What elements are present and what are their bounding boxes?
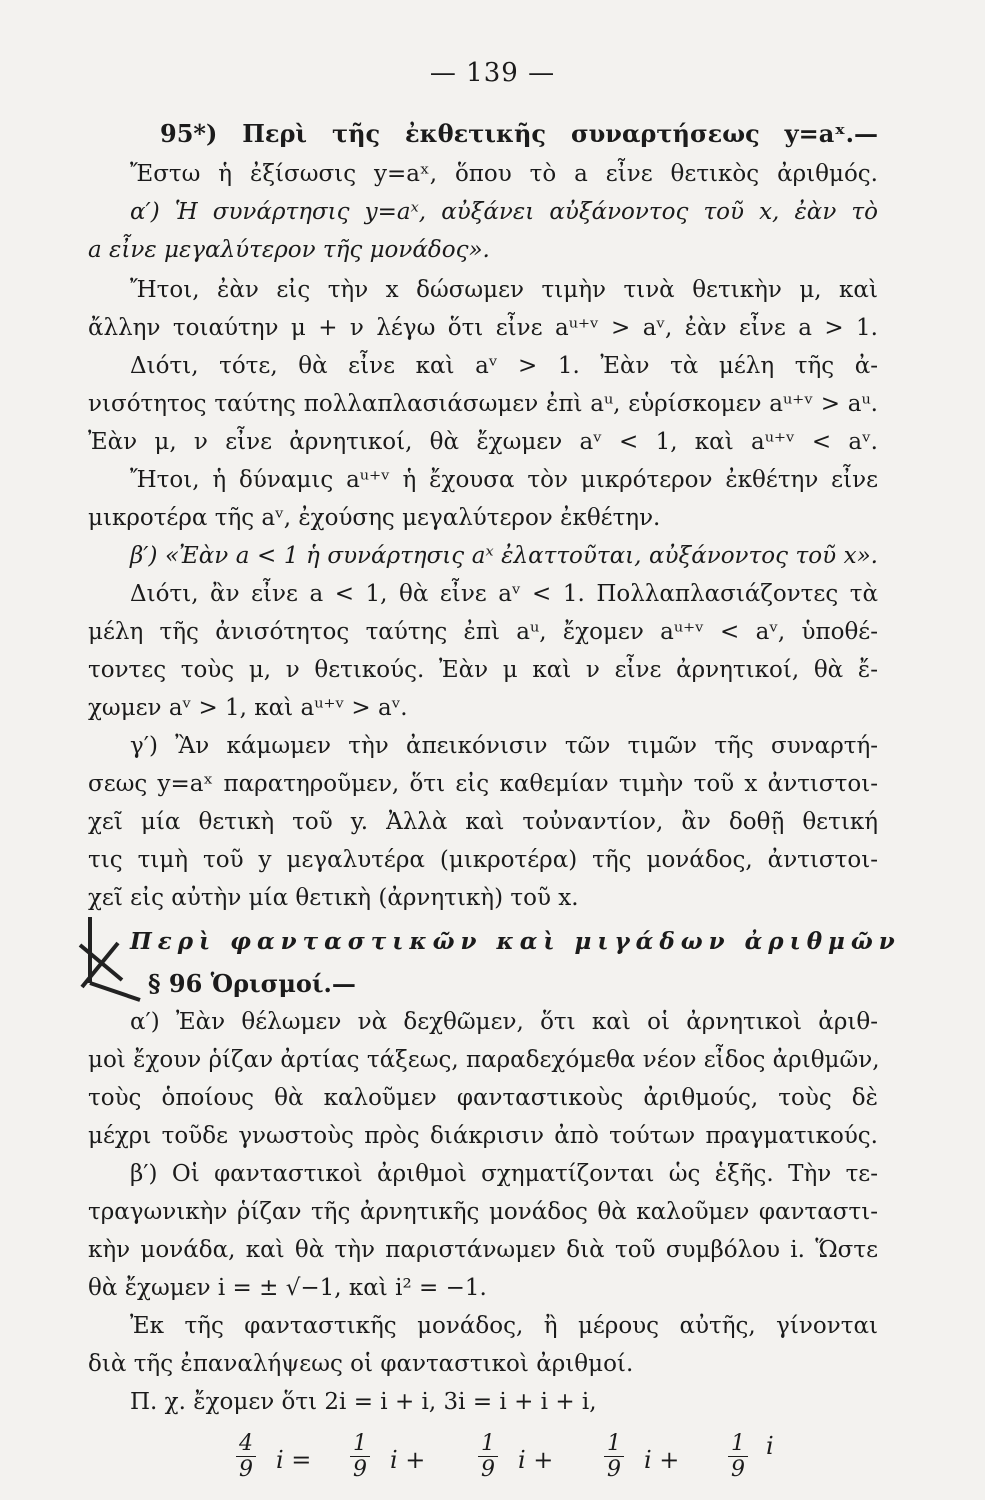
text-line: χεῖ μία θετικὴ τοῦ y. Ἀλλὰ καὶ τοὐναντίον, ἂν δοθῇ θετική	[88, 809, 878, 835]
denominator: 9	[607, 1457, 621, 1482]
section-95-heading: 95*) Περὶ τῆς ἐκθετικῆς συναρτήσεως y=aˣ.—	[160, 119, 878, 148]
text-line: χωμεν aᵛ > 1, καὶ aᵘ⁺ᵛ > aᵛ.	[88, 695, 408, 721]
numerator: 1	[604, 1432, 624, 1457]
text-line: μοὶ ἔχουν ῥίζαν ἀρτίας τάξεως, παραδεχόμεθα νέον εἶδος ἀριθμῶν,	[88, 1047, 880, 1073]
text-line: διὰ τῆς ἐπαναλήψεως οἱ φανταστικοὶ ἀριθμοί.	[88, 1351, 634, 1377]
fraction	[236, 1432, 256, 1483]
fraction	[604, 1432, 624, 1483]
text-line: θὰ ἔχωμεν i = ± √−1, καὶ i² = −1.	[88, 1275, 487, 1301]
text-line: Διότι, τότε, θὰ εἶνε καὶ aᵛ > 1. Ἐὰν τὰ μέλη τῆς ἀ-	[130, 353, 878, 379]
denominator: 9	[731, 1457, 745, 1482]
text-line: β′) Οἱ φανταστικοὶ ἀριθμοὶ σχηματίζονται ὡς ἑξῆς. Τὴν τε-	[130, 1161, 878, 1187]
formula-term: i +	[390, 1446, 426, 1474]
text-line: τραγωνικὴν ῥίζαν τῆς ἀρνητικῆς μονάδος θὰ καλοῦμεν φανταστι-	[88, 1199, 878, 1225]
fraction	[350, 1432, 370, 1483]
text-line: α′) Ἡ συνάρτησις y=aˣ, αὐξάνει αὐξάνοντος τοῦ x, ἐὰν τὸ	[130, 199, 878, 225]
page-number: — 139 —	[429, 58, 556, 88]
denominator: 9	[481, 1457, 495, 1482]
text-line: κὴν μονάδα, καὶ θὰ τὴν παριστάνωμεν διὰ τοῦ συμβόλου i. Ὥστε	[88, 1237, 878, 1263]
fraction	[728, 1432, 748, 1483]
text-line: β′) «Ἐὰν a < 1 ἡ συνάρτησις aˣ ἐλαττοῦται, αὐξάνοντος τοῦ x».	[130, 543, 878, 569]
pen-mark-icon	[60, 905, 150, 1005]
text-line: a εἶνε μεγαλύτερον τῆς μονάδος».	[88, 237, 490, 263]
formula-term: i +	[644, 1446, 680, 1474]
text-line: χεῖ εἰς αὐτὴν μία θετικὴ (ἀρνητικὴ) τοῦ x.	[88, 885, 579, 911]
text-line: τοὺς ὁποίους θὰ καλοῦμεν φανταστικοὺς ἀριθμούς, τοὺς δὲ	[88, 1085, 878, 1111]
denominator: 9	[353, 1457, 367, 1482]
numerator: 4	[236, 1432, 256, 1457]
text-line: Ἤτοι, ἐὰν εἰς τὴν x δώσωμεν τιμὴν τινὰ θετικὴν μ, καὶ	[130, 277, 878, 303]
numerator: 1	[728, 1432, 748, 1457]
text-line: μέλη τῆς ἀνισότητος ταύτης ἐπὶ aᵘ, ἔχομεν aᵘ⁺ᵛ < aᵛ, ὑποθέ-	[88, 619, 878, 645]
text-line: τις τιμὴ τοῦ y μεγαλυτέρα (μικροτέρα) τῆς μονάδος, ἀντιστοι-	[88, 847, 878, 873]
denominator: 9	[239, 1457, 253, 1482]
fraction	[478, 1432, 498, 1483]
formula-term: i +	[518, 1446, 554, 1474]
fraction-formula	[88, 1432, 878, 1492]
imaginary-numbers-heading: Περὶ φανταστικῶν καὶ μιγάδων ἀριθμῶν	[130, 928, 901, 955]
text-line: σεως y=aˣ παρατηροῦμεν, ὅτι εἰς καθεμίαν τιμὴν τοῦ x ἀντιστοι-	[88, 771, 878, 797]
numerator: 1	[478, 1432, 498, 1457]
text-line: μέχρι τοῦδε γνωστοὺς πρὸς διάκρισιν ἀπὸ τούτων πραγματικούς.	[88, 1123, 878, 1149]
text-line: μικροτέρα τῆς aᵛ, ἐχούσης μεγαλύτερον ἐκθέτην.	[88, 505, 661, 531]
text-line: Ἤτοι, ἡ δύναμις aᵘ⁺ᵛ ἡ ἔχουσα τὸν μικρότερον ἐκθέτην εἶνε	[130, 467, 878, 493]
text-line: Ἔστω ἡ ἐξίσωσις y=aˣ, ὅπου τὸ a εἶνε θετικὸς ἀριθμός.	[130, 161, 878, 187]
text-line: ἄλλην τοιαύτην μ + ν λέγω ὅτι εἶνε aᵘ⁺ᵛ > aᵛ, ἐὰν εἶνε a > 1.	[88, 315, 878, 341]
text-line: Π. χ. ἔχομεν ὅτι 2i = i + i, 3i = i + i + i,	[130, 1389, 597, 1415]
text-line: Ἐκ τῆς φανταστικῆς μονάδος, ἢ μέρους αὐτῆς, γίνονται	[130, 1313, 878, 1339]
section-96-heading: § 96 Ὁρισμοί.—	[148, 969, 356, 998]
text-line: γ′) Ἂν κάμωμεν τὴν ἀπεικόνισιν τῶν τιμῶν τῆς συναρτή-	[130, 733, 878, 759]
text-line: τοντες τοὺς μ, ν θετικούς. Ἐὰν μ καὶ ν εἶνε ἀρνητικοί, θὰ ἔ-	[88, 657, 878, 683]
formula-term: i	[766, 1432, 774, 1460]
text-line: Διότι, ἂν εἶνε a < 1, θὰ εἶνε aᵛ < 1. Πολλαπλασιάζοντες τὰ	[130, 581, 878, 607]
text-line: α′) Ἐὰν θέλωμεν νὰ δεχθῶμεν, ὅτι καὶ οἱ ἀρνητικοὶ ἀριθ-	[130, 1009, 878, 1035]
text-line: Ἐὰν μ, ν εἶνε ἀρνητικοί, θὰ ἔχωμεν aᵛ < 1, καὶ aᵘ⁺ᵛ < aᵛ.	[88, 429, 878, 455]
text-line: νισότητος ταύτης πολλαπλασιάσωμεν ἐπὶ aᵘ, εὑρίσκομεν aᵘ⁺ᵛ > aᵘ.	[88, 391, 878, 417]
numerator: 1	[350, 1432, 370, 1457]
formula-term: i =	[276, 1446, 312, 1474]
